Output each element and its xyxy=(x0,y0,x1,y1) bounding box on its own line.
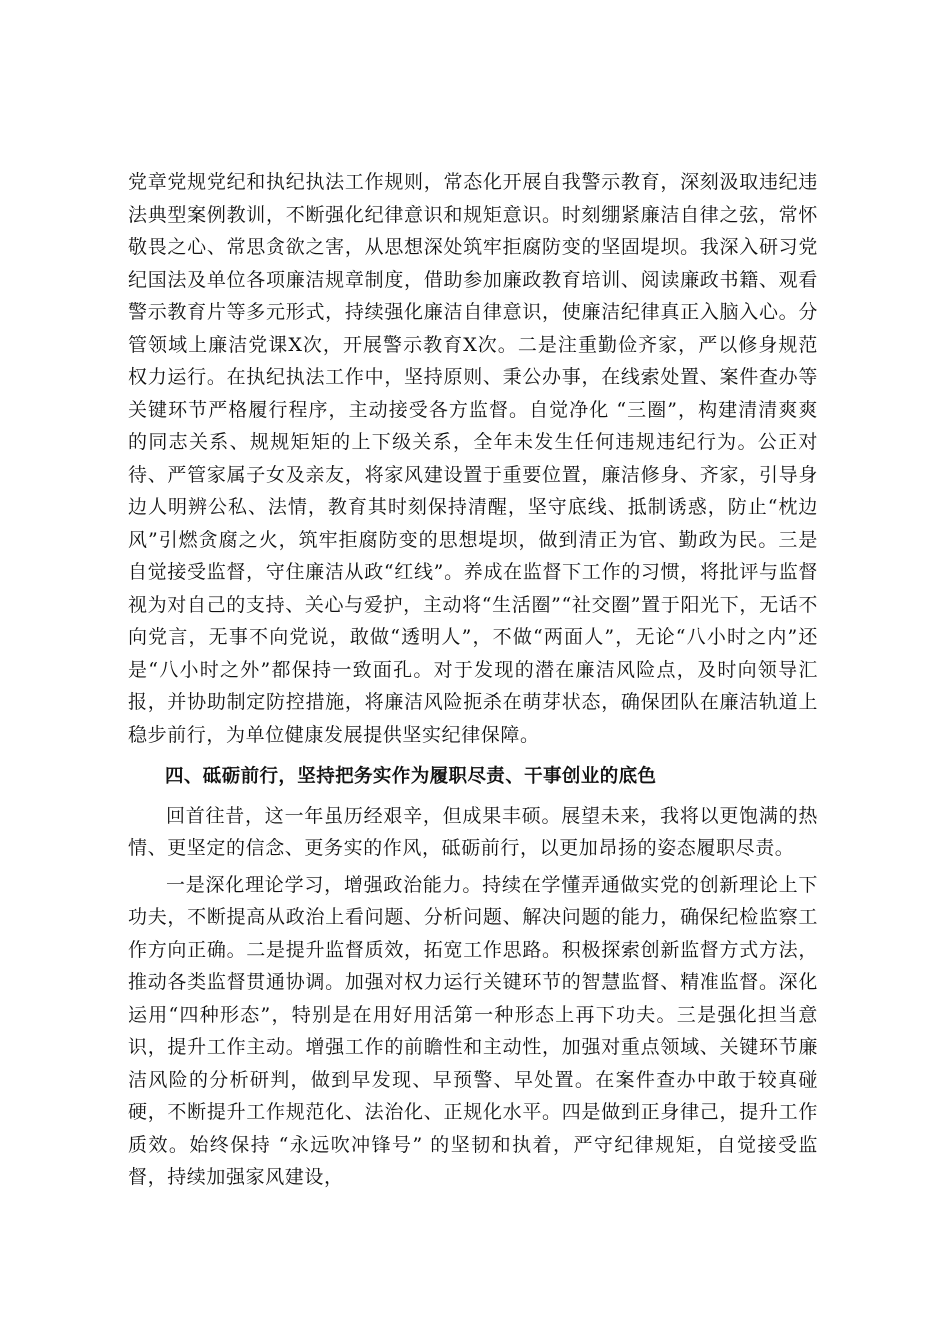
document-body xyxy=(128,166,818,1194)
body-paragraph-plans: 一是深化理论学习，增强政治能力。持续在学懂弄通做实党的创新理论上下功夫，不断提高从政治上看问题、分析问题、解决问题的能力，确保纪检监察工作方向正确。二是提升监督质效，拓宽工作思路。积极探索创新监督方式方法，推动各类监督贯通协调。加强对权力运行关键环节的智慧监督、精准监督。深化运用“四种形态”，特别是在用好用活第一种形态上再下功夫。三是强化担当意识，提升工作主动。增强工作的前瞻性和主动性，加强对重点领域、关键环节廉洁风险的分析研判，做到早发现、早预警、早处置。在案件查办中敢于较真碰硬，不断提升工作规范化、法治化、正规化水平。四是做到正身律己，提升工作质效。始终保持 “永远吹冲锋号” 的坚韧和执着，严守纪律规矩，自觉接受监督，持续加强家风建设， xyxy=(128,873,818,1188)
spacer xyxy=(128,751,818,755)
body-paragraph-outlook: 回首往昔，这一年虽历经艰辛，但成果丰硕。展望未来，我将以更饱满的热情、更坚定的信念、更务实的作风，砥砺前行，以更加昂扬的姿态履职尽责。 xyxy=(128,804,818,859)
section-heading: 四、砥砺前行，坚持把务实作为履职尽责、干事创业的底色 xyxy=(165,766,657,787)
body-paragraph-continued: 党章党规党纪和执纪执法工作规则，常态化开展自我警示教育，深刻汲取违纪违法典型案例教训，不断强化纪律意识和规矩意识。时刻绷紧廉洁自律之弦，常怀敬畏之心、常思贪欲之害，从思想深处筑牢拒腐防变的坚固堤坝。我深入研习党纪国法及单位各项廉洁规章制度，借助参加廉政教育培训、阅读廉政书籍、观看警示教育片等多元形式，持续强化廉洁自律意识，使廉洁纪律真正入脑入心。分管领域上廉洁党课X次，开展警示教育X次。二是注重勤俭齐家，严以修身规范权力运行。在执纪执法工作中，坚持原则、秉公办事，在线索处置、案件查办等关键环节严格履行程序，主动接受各方监督。自觉净化 “三圈”，构建清清爽爽的同志关系、规规矩矩的上下级关系，全年未发生任何违规违纪行为。公正对待、严管家属子女及亲友，将家风建设置于重要位置，廉洁修身、齐家，引导身边人明辨公私、法情，教育其时刻保持清醒，坚守底线、抵制诱惑，防止“枕边风”引燃贪腐之火，筑牢拒腐防变的思想堤坝，做到清正为官、勤政为民。三是自觉接受监督，守住廉洁从政“红线”。养成在监督下工作的习惯，将批评与监督视为对自己的支持、关心与爱护，主动将“生活圈”“社交圈”置于阳光下，无话不向党言，无事不向党说，敢做“透明人”，不做“两面人”，无论“八小时之内”还是“八小时之外”都保持一致面孔。对于发现的潜在廉洁风险点，及时向领导汇报，并协助制定防控措施，将廉洁风险扼杀在萌芽状态，确保团队在廉洁轨道上稳步前行，为单位健康发展提供坚实纪律保障。 xyxy=(128,171,818,746)
